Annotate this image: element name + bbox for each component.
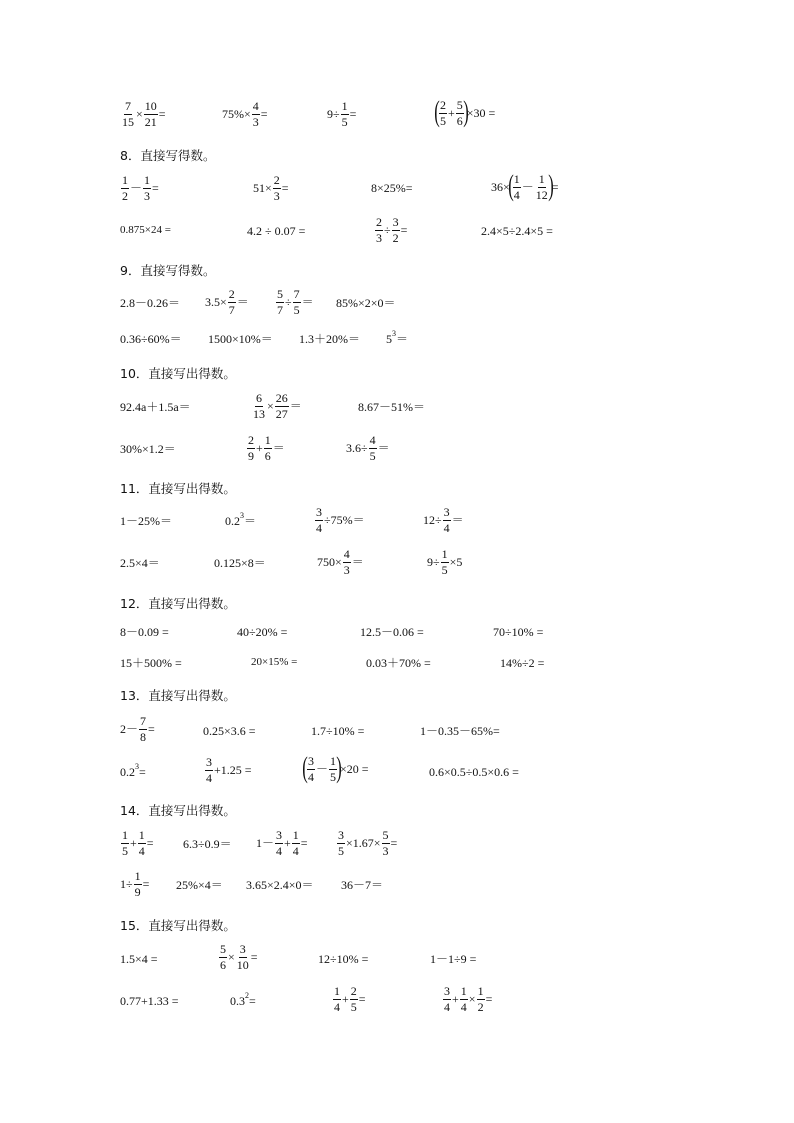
expression: $\frac{5}{6}$ × $\frac{3}{10}$ = [220, 942, 258, 972]
fraction: $\frac{1}{2}$ [122, 173, 128, 203]
fraction: $\frac{2}{9}$ [248, 433, 254, 463]
expression: 30%×1.2＝ [120, 442, 176, 456]
expression: 1－ $\frac{3}{4}$ + $\frac{1}{4}$ = [256, 828, 308, 858]
expression: $\frac{2}{3}$ ÷ $\frac{3}{2}$ = [376, 215, 408, 245]
fraction: $\frac{1}{4}$ [292, 828, 299, 858]
expression: $\frac{1}{2}$ － $\frac{1}{3}$ = [122, 173, 159, 203]
expression: 51× $\frac{2}{3}$ = [253, 173, 289, 203]
expression: 12÷10% = [318, 952, 369, 966]
expression: 0.36÷60%＝ [120, 332, 182, 346]
expression: $\frac{3}{4}$ + $\frac{1}{4}$ × $\frac{1}{2}$ = [444, 984, 493, 1014]
expression: 85%×2×0＝ [336, 296, 396, 310]
expression: 750× $\frac{4}{3}$ ＝ [317, 547, 364, 577]
expression: 0.2 3 = [120, 762, 146, 779]
expression: 0.2 3 ＝ [225, 511, 257, 528]
expression: 20×15% = [251, 656, 298, 668]
fraction: $\frac{1}{9}$ [134, 869, 141, 899]
expression: 5 3 ＝ [386, 329, 409, 346]
expression: 0.03＋70% = [366, 656, 431, 670]
expression: 3.5× $\frac{2}{7}$ ＝ [205, 287, 249, 317]
expression: 9÷ $\frac{1}{5}$ = [327, 99, 357, 129]
expression: 9÷ $\frac{1}{5}$ ×5 [427, 547, 463, 577]
fraction: $\frac{1}{5}$ [330, 753, 337, 784]
expression: 2.4×5÷2.4×5 = [481, 224, 553, 238]
expression: 2－ $\frac{7}{8}$ = [120, 714, 155, 744]
expression: 3.65×2.4×0＝ [246, 878, 314, 892]
fraction: $\frac{1}{4}$ [513, 171, 520, 202]
expression: 2.5×4＝ [120, 556, 160, 570]
expression: $\frac{7}{15}$ × $\frac{10}{21}$ = [122, 99, 166, 129]
expression: 1.3＋20%＝ [299, 332, 360, 346]
fraction: $\frac{7}{8}$ [140, 714, 147, 744]
fraction: $\frac{1}{12}$ [535, 171, 548, 202]
expression: 70÷10% = [493, 625, 544, 639]
expression: 0.3 2 = [230, 991, 256, 1008]
fraction: $\frac{4}{5}$ [369, 433, 376, 463]
expression: 36－7＝ [341, 878, 384, 892]
expression: $\frac{3}{4}$ ÷75%＝ [316, 505, 365, 535]
fraction: $\frac{1}{2}$ [477, 984, 484, 1014]
expression: 12.5－0.06 = [360, 625, 424, 639]
fraction: $\frac{10}{21}$ [144, 99, 157, 129]
fraction: $\frac{6}{13}$ [253, 391, 265, 421]
fraction: $\frac{2}{7}$ [228, 287, 235, 317]
fraction: $\frac{26}{27}$ [275, 391, 288, 421]
expression: 0.6×0.5÷0.5×0.6 = [429, 765, 519, 779]
expression: 25%×4＝ [176, 878, 223, 892]
question-heading: 13．直接写出得数。 [120, 688, 236, 703]
fraction: $\frac{2}{3}$ [273, 173, 280, 203]
expression: $\frac{6}{13}$ × $\frac{26}{27}$ ＝ [253, 391, 302, 421]
expression: 8－0.09 = [120, 625, 169, 639]
expression: 1.7÷10% = [311, 724, 365, 738]
fraction: $\frac{1}{5}$ [341, 99, 348, 129]
expression: 92.4a＋1.5a＝ [120, 400, 191, 414]
question-heading: 12．直接写出得数。 [120, 596, 236, 611]
fraction: $\frac{2}{5}$ [440, 97, 446, 128]
expression: 8×25%= [371, 181, 413, 195]
expression: 2.8－0.26＝ [120, 296, 181, 310]
fraction: $\frac{7}{5}$ [293, 287, 300, 317]
expression: 3.6÷ $\frac{4}{5}$ ＝ [346, 433, 390, 463]
expression: $\frac{1}{5}$ + $\frac{1}{4}$ = [122, 828, 154, 858]
fraction: $\frac{1}{5}$ [122, 828, 128, 858]
expression: 40÷20% = [237, 625, 288, 639]
expression: 1.5×4 = [120, 952, 158, 966]
fraction: $\frac{4}{3}$ [343, 547, 350, 577]
expression: ( $\frac{2}{5}$ + $\frac{5}{6}$ ) ×30 = [434, 95, 496, 128]
expression: 4.2 ÷ 0.07 = [247, 224, 306, 238]
expression: $\frac{2}{9}$ + $\frac{1}{6}$ ＝ [248, 433, 285, 463]
question-heading: 8．直接写得数。 [120, 148, 216, 163]
expression: 1÷ $\frac{1}{9}$ = [120, 869, 150, 899]
question-heading: 14．直接写出得数。 [120, 803, 236, 818]
fraction: $\frac{5}{6}$ [456, 97, 463, 128]
question-heading: 11．直接写出得数。 [120, 481, 236, 496]
expression: 0.77+1.33 = [120, 994, 179, 1008]
expression: 12÷ $\frac{3}{4}$ ＝ [423, 505, 464, 535]
fraction: $\frac{3}{10}$ [236, 942, 249, 972]
expression: 0.125×8＝ [214, 556, 266, 570]
fraction: $\frac{3}{4}$ [206, 755, 212, 785]
expression: 1－0.35－65%= [420, 724, 500, 738]
expression: 0.875×24 = [120, 224, 171, 236]
fraction: $\frac{1}{4}$ [334, 984, 340, 1014]
expression: 0.25×3.6 = [203, 724, 256, 738]
fraction: $\frac{1}{3}$ [144, 173, 151, 203]
fraction: $\frac{3}{5}$ [338, 828, 344, 858]
fraction: $\frac{1}{6}$ [264, 433, 271, 463]
question-heading: 10．直接写出得数。 [120, 366, 236, 381]
fraction: $\frac{2}{3}$ [376, 215, 382, 245]
expression: $\frac{3}{5}$ ×1.67× $\frac{5}{3}$ = [338, 828, 398, 858]
fraction: $\frac{3}{4}$ [316, 505, 322, 535]
expression: $\frac{1}{4}$ + $\frac{2}{5}$ = [334, 984, 366, 1014]
expression: 14%÷2 = [500, 656, 545, 670]
fraction: $\frac{3}{2}$ [392, 215, 399, 245]
fraction: $\frac{5}{3}$ [382, 828, 389, 858]
fraction: $\frac{2}{5}$ [350, 984, 357, 1014]
question-heading: 9．直接写得数。 [120, 263, 216, 278]
fraction: $\frac{3}{4}$ [443, 505, 450, 535]
fraction: $\frac{3}{4}$ [276, 828, 283, 858]
fraction: $\frac{1}{4}$ [138, 828, 145, 858]
expression: $\frac{3}{4}$ +1.25 = [206, 755, 252, 785]
fraction: $\frac{1}{5}$ [441, 547, 448, 577]
question-heading: 15．直接写出得数。 [120, 918, 236, 933]
expression: 36× ( $\frac{1}{4}$ － $\frac{1}{12}$ ) = [491, 169, 559, 202]
expression: ( $\frac{3}{4}$ － $\frac{1}{5}$ ) ×20 = [302, 751, 369, 784]
expression: $\frac{5}{7}$ ÷ $\frac{7}{5}$ ＝ [277, 287, 314, 317]
fraction: $\frac{7}{15}$ [122, 99, 134, 129]
fraction: $\frac{3}{4}$ [444, 984, 450, 1014]
fraction: $\frac{5}{6}$ [220, 942, 226, 972]
fraction: $\frac{4}{3}$ [252, 99, 259, 129]
expression: 1500×10%＝ [208, 332, 273, 346]
expression: 6.3÷0.9＝ [183, 837, 232, 851]
expression: 1－1÷9 = [430, 952, 477, 966]
expression: 15＋500% = [120, 656, 182, 670]
fraction: $\frac{3}{4}$ [308, 753, 314, 784]
expression: 1－25%＝ [120, 514, 172, 528]
expression: 8.67－51%＝ [358, 400, 425, 414]
expression: 75%× $\frac{4}{3}$ = [222, 99, 268, 129]
fraction: $\frac{5}{7}$ [277, 287, 283, 317]
fraction: $\frac{1}{4}$ [460, 984, 467, 1014]
